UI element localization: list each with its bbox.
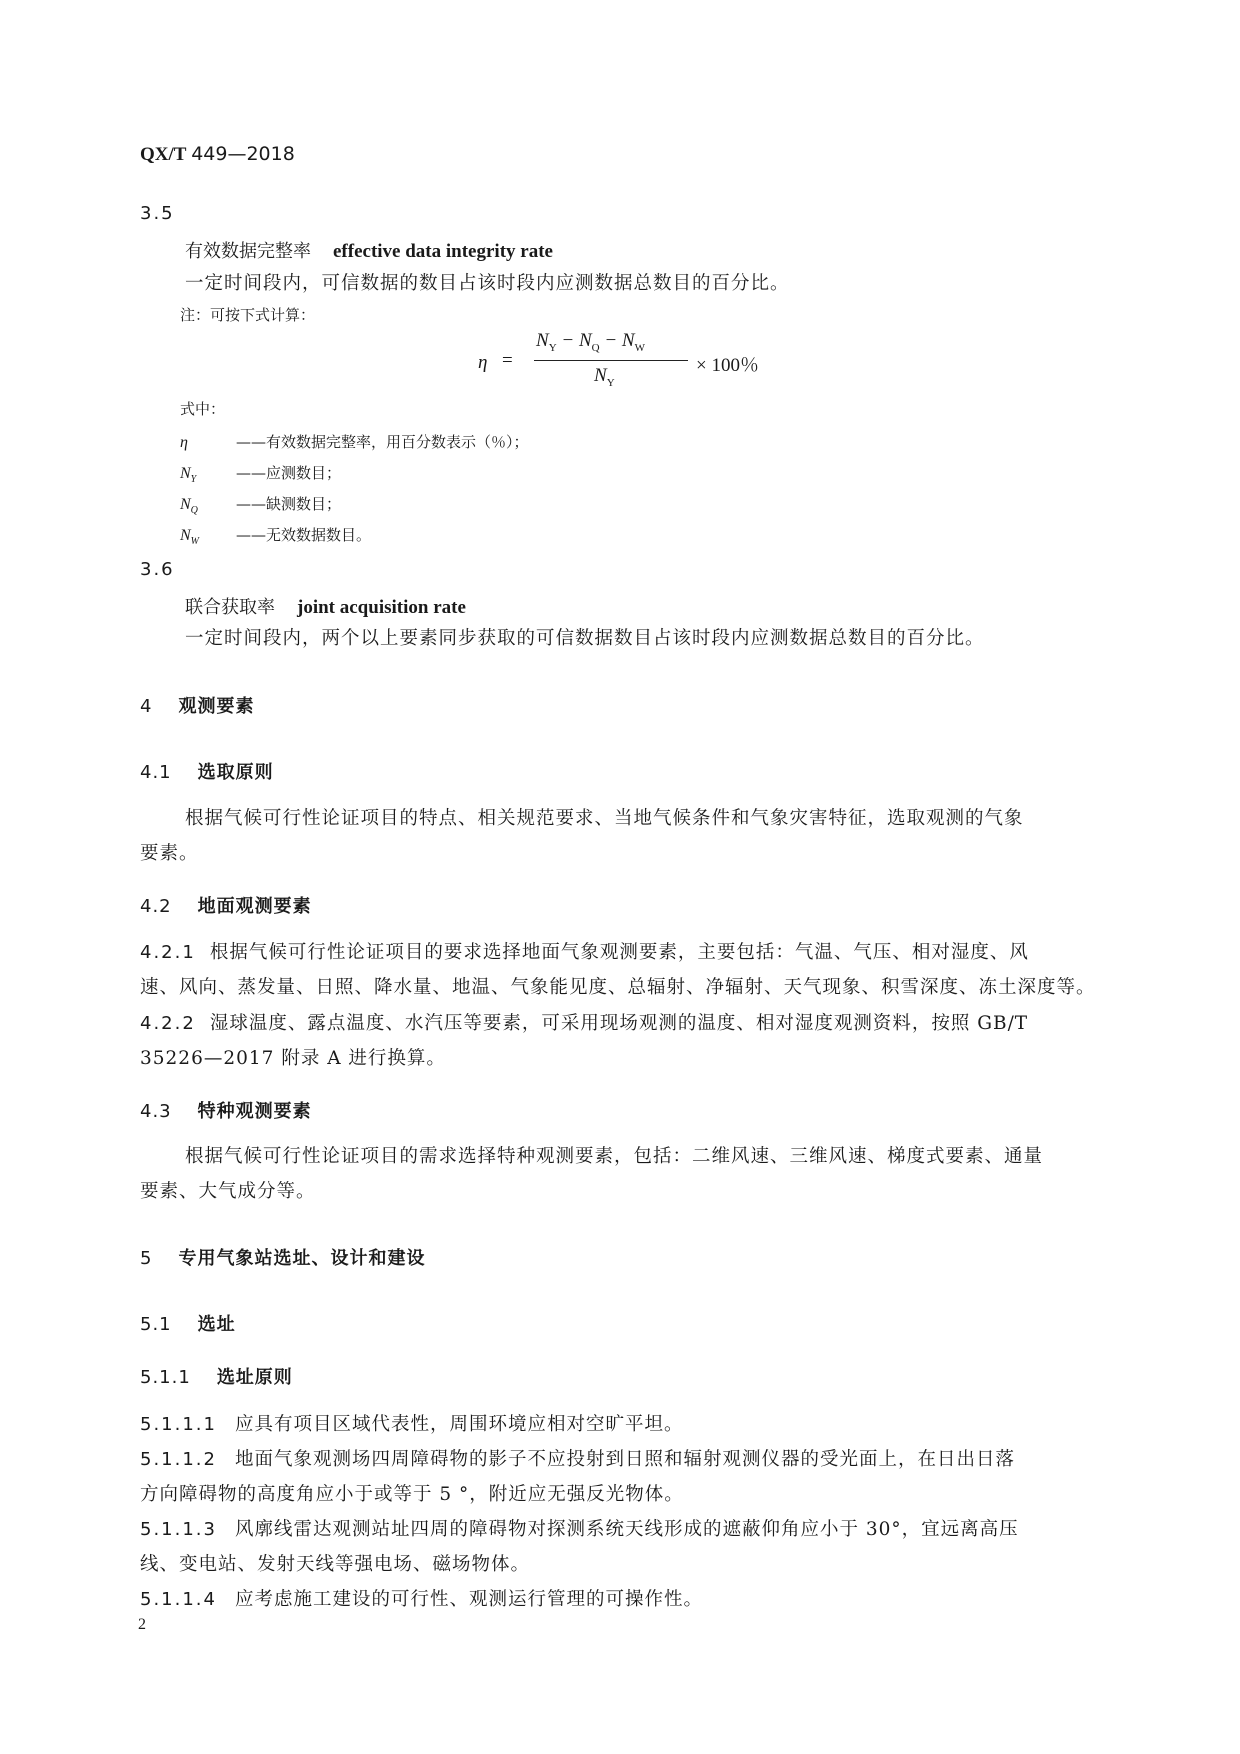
section-number: 4.2 [140,896,172,917]
formula-eq: = [502,350,513,371]
note-text: 注：可按下式计算： [180,306,316,324]
section-title: 地面观测要素 [197,896,312,917]
paragraph-line: 要素、大气成分等。 [140,1181,316,1202]
page-number: 2 [138,1616,146,1633]
var-desc: ——无效数据数目。 [236,526,372,544]
standard-code [140,143,295,166]
paragraph-line [140,1009,1028,1035]
section-heading [140,1363,293,1389]
section-title: 选址原则 [216,1367,293,1388]
paragraph-line [140,1445,1015,1471]
paragraph-line: 根据气候可行性论证项目的特点、相关规范要求、当地气候条件和气象灾害特征，选取观测的气象 [185,808,1024,829]
var-symbol: $N_W$ [180,527,200,548]
clause-text: 应具有项目区域代表性，周围环境应相对空旷平坦。 [234,1414,684,1435]
clause-number: 5.1.1.4 [140,1589,217,1610]
clause-text: 根据气候可行性论证项目的要求选择地面气象观测要素，主要包括：气温、气压、相对湿度、风 [209,942,1029,963]
term-cn: 联合获取率 [185,597,275,618]
section-heading [140,892,312,918]
var-desc: ——缺测数目； [236,495,342,513]
formula-lhs: η [478,352,488,373]
clause-number: 5.1.1.3 [140,1519,217,1540]
term-en: effective data integrity rate [333,241,553,262]
definition-text: 一定时间段内，两个以上要素同步获取的可信数据数目占该时段内应测数据总数目的百分比。 [185,628,985,649]
term-en: joint acquisition rate [297,597,466,618]
std-code: QX/T [140,144,187,165]
clause-number: 5.1.1.2 [140,1449,217,1470]
std-number: 449—2018 [191,143,295,165]
section-title: 选取原则 [197,762,274,783]
paragraph-line: 根据气候可行性论证项目的需求选择特种观测要素，包括：二维风速、三维风速、梯度式要素、通量 [185,1146,1044,1167]
section-number: 4.3 [140,1101,172,1122]
var-desc: ——应测数目； [236,464,342,482]
section-heading [140,758,274,784]
section-title: 特种观测要素 [197,1101,312,1122]
var-symbol: η [180,434,188,451]
clause-number: 3.6 [140,559,175,580]
section-heading [140,1310,236,1336]
section-heading [140,692,254,718]
clause-text: 风廓线雷达观测站址四周的障碍物对探测系统天线形成的遮蔽仰角应小于 30°，宜远离高压 [234,1519,1019,1540]
var-symbol: $N_Y$ [180,465,197,486]
var-row [180,524,371,547]
section-heading [140,1244,425,1270]
formula-denominator: $N_Y$ [594,365,615,389]
clause-number: 4.2.1 [140,942,196,963]
clause-text: 应考虑施工建设的可行性、观测运行管理的可操作性。 [234,1589,703,1610]
term-heading [185,593,466,619]
clause-text: 地面气象观测场四周障碍物的影子不应投射到日照和辐射观测仪器的受光面上，在日出日落 [234,1449,1015,1470]
section-number: 5.1 [140,1314,172,1335]
paragraph-line: 要素。 [140,843,199,864]
var-symbol: $N_Q$ [180,496,198,517]
paragraph-line [140,1410,684,1436]
formula-numerator: $N_Y - N_Q - N_W$ [536,330,645,354]
var-row [180,462,341,485]
paragraph-line [140,1515,1019,1541]
clause-number: 4.2.2 [140,1013,196,1034]
section-number: 4 [140,696,153,717]
var-row [180,431,529,452]
section-title: 选址 [197,1314,236,1335]
section-number: 4.1 [140,762,172,783]
clause-text: 湿球温度、露点温度、水汽压等要素，可采用现场观测的温度、相对湿度观测资料，按照 GB/T [209,1013,1029,1034]
clause-number: 3.5 [140,203,175,224]
section-number: 5 [140,1248,153,1269]
paragraph-line: 35226—2017 附录 A 进行换算。 [140,1048,446,1069]
var-row [180,493,341,516]
term-cn: 有效数据完整率 [185,241,311,262]
paragraph-line: 方向障碍物的高度角应小于或等于 5 °，附近应无强反光物体。 [140,1484,684,1505]
where-label: 式中： [180,400,226,418]
section-number: 5.1.1 [140,1367,191,1388]
clause-number: 5.1.1.1 [140,1414,217,1435]
section-title: 专用气象站选址、设计和建设 [178,1248,426,1269]
section-title: 观测要素 [178,696,255,717]
paragraph-line: 速、风向、蒸发量、日照、降水量、地温、气象能见度、总辐射、净辐射、天气现象、积雪深度、冻土深度等。 [140,977,1096,998]
paragraph-line [140,938,1029,964]
formula-tail: × 100％ [696,355,759,376]
fraction-line [534,360,688,361]
definition-text: 一定时间段内，可信数据的数目占该时段内应测数据总数目的百分比。 [185,273,790,294]
paragraph-line [140,1585,703,1611]
var-desc: ——有效数据完整率，用百分数表示（％）； [236,433,529,451]
section-heading [140,1097,312,1123]
term-heading [185,237,553,263]
paragraph-line: 线、变电站、发射天线等强电场、磁场物体。 [140,1554,531,1575]
